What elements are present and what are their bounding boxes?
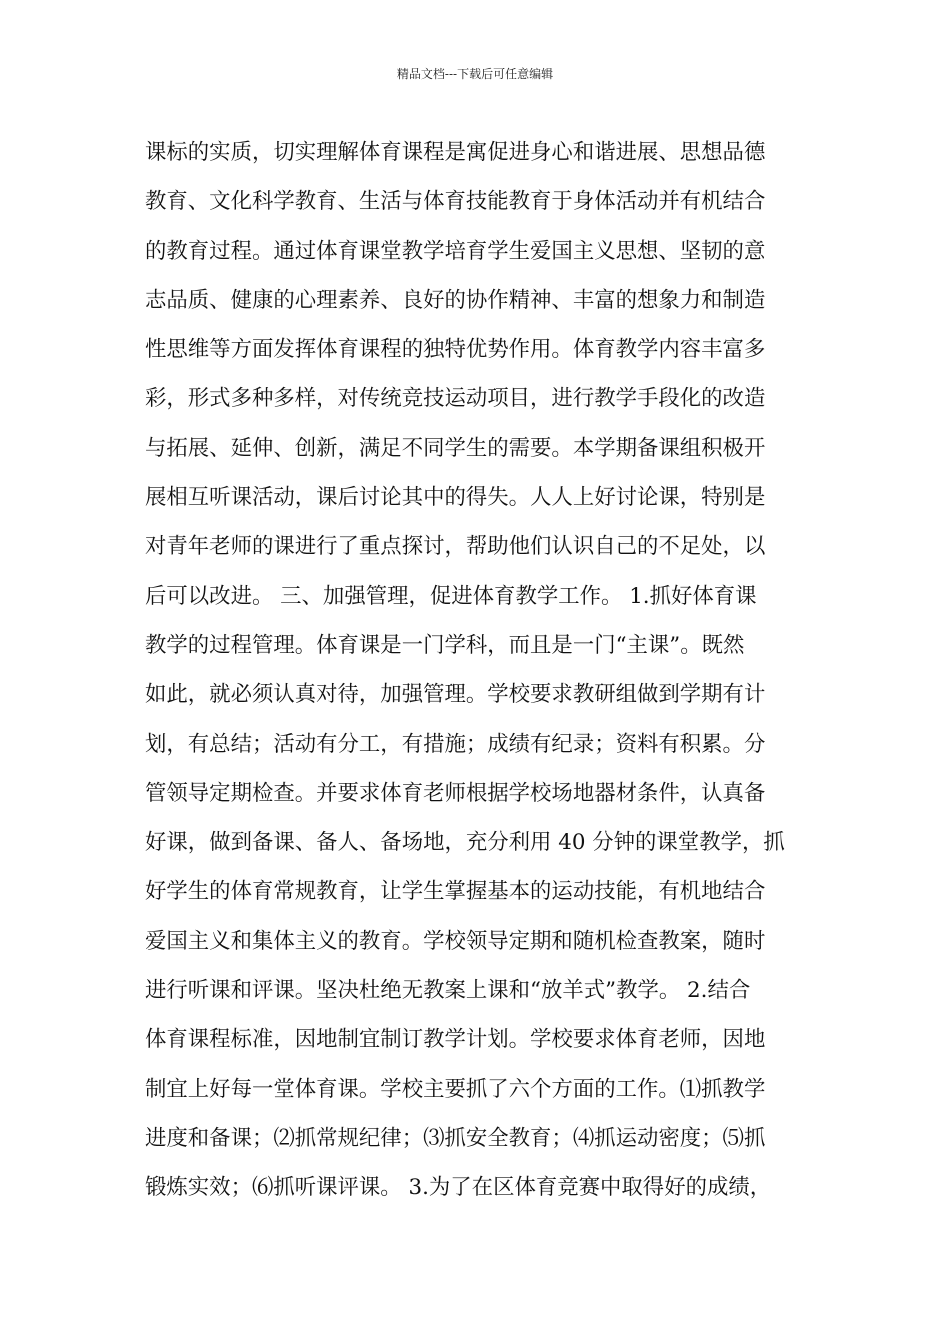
text-line: 后可以改进。 三、加强管理，促进体育教学工作。 1.抓好体育课 <box>145 583 757 609</box>
text-line: 的教育过程。通过体育课堂教学培育学生爱国主义思想、坚韧的意 <box>145 238 766 264</box>
text-line: 教学的过程管理。体育课是一门学科，而且是一门“主课”。既然 <box>145 632 745 658</box>
text-line: 划，有总结；活动有分工，有措施；成绩有纪录；资料有积累。分 <box>145 731 766 757</box>
text-line: 彩，形式多种多样，对传统竞技运动项目，进行教学手段化的改造 <box>145 386 766 412</box>
text-line: 锻炼实效；⑹抓听课评课。 3.为了在区体育竞赛中取得好的成绩， <box>145 1175 772 1201</box>
text-line: 与拓展、延伸、创新，满足不同学生的需要。本学期备课组积极开 <box>145 435 766 461</box>
document-body <box>145 128 815 1213</box>
text-line: 爱国主义和集体主义的教育。学校领导定期和随机检查教案，随时 <box>145 928 766 954</box>
text-line: 志品质、健康的心理素养、良好的协作精神、丰富的想象力和制造 <box>145 287 766 313</box>
text-line: 如此，就必须认真对待，加强管理。学校要求教研组做到学期有计 <box>145 682 766 708</box>
text-line: 课标的实质，切实理解体育课程是寓促进身心和谐进展、思想品德 <box>145 140 766 165</box>
text-line: 体育课程标准，因地制宜制订教学计划。学校要求体育老师，因地 <box>145 1027 766 1053</box>
text-line: 教育、文化科学教育、生活与体育技能教育于身体活动并有机结合 <box>145 189 766 215</box>
text-line: 进度和备课；⑵抓常规纪律；⑶抓安全教育；⑷抓运动密度；⑸抓 <box>145 1125 766 1151</box>
text-line: 制宜上好每一堂体育课。学校主要抓了六个方面的工作。⑴抓教学 <box>145 1076 766 1102</box>
text-line: 管领导定期检查。并要求体育老师根据学校场地器材条件，认真备 <box>145 780 766 806</box>
text-line: 性思维等方面发挥体育课程的独特优势作用。体育教学内容丰富多 <box>145 337 766 363</box>
text-line: 对青年老师的课进行了重点探讨，帮助他们认识自己的不足处，以 <box>145 534 766 560</box>
text-line: 展相互听课活动，课后讨论其中的得失。人人上好讨论课，特别是 <box>145 485 766 511</box>
text-line: 好学生的体育常规教育，让学生掌握基本的运动技能，有机地结合 <box>145 879 766 905</box>
page-header: 精品文档---下载后可任意编辑 <box>396 67 554 81</box>
text-line: 好课，做到备课、备人、备场地，充分利用 40 分钟的课堂教学，抓 <box>145 830 785 856</box>
text-line: 进行听课和评课。坚决杜绝无教案上课和“放羊式”教学。 2.结合 <box>145 978 751 1004</box>
